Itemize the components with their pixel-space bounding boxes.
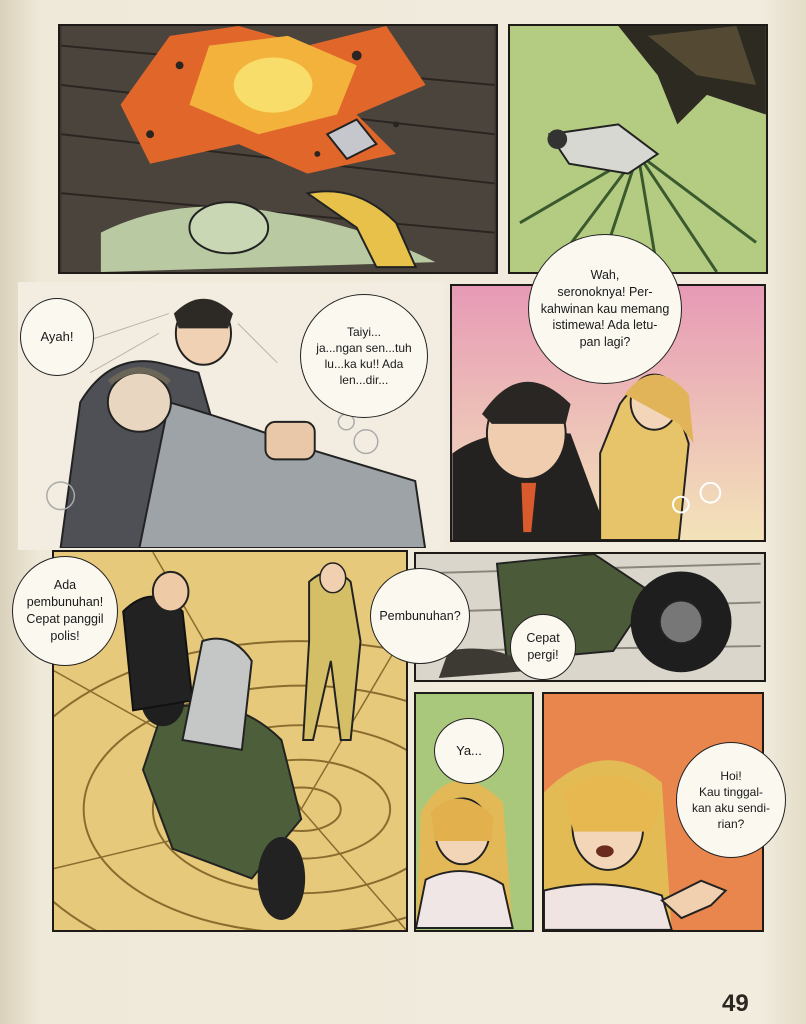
page-number: 49 [722, 990, 749, 1017]
thrown-art [510, 26, 766, 272]
bubble-taiyi: Taiyi... ja...ngan sen...tuh lu...ka ku!! Ada len...dir... [300, 294, 428, 418]
bubble-hoi: Hoi! Kau tinggal- kan aku sendi- rian? [676, 742, 786, 858]
bubble-ada-pembunuhan: Ada pembunuhan! Cepat panggil polis! [12, 556, 118, 666]
explosion-art [60, 26, 496, 272]
bubble-ya: Ya... [434, 718, 504, 784]
panel-explosion [58, 24, 498, 274]
bubble-pembunuhan: Pembunuhan? [370, 568, 470, 664]
bubble-cepat-pergi: Cepat pergi! [510, 614, 576, 680]
bubble-wah: Wah, seronoknya! Per- kahwinan kau memang istimewa! Ada letu- pan lagi? [528, 234, 682, 384]
panel-thrown [508, 24, 768, 274]
bubble-ayah: Ayah! [20, 298, 94, 376]
